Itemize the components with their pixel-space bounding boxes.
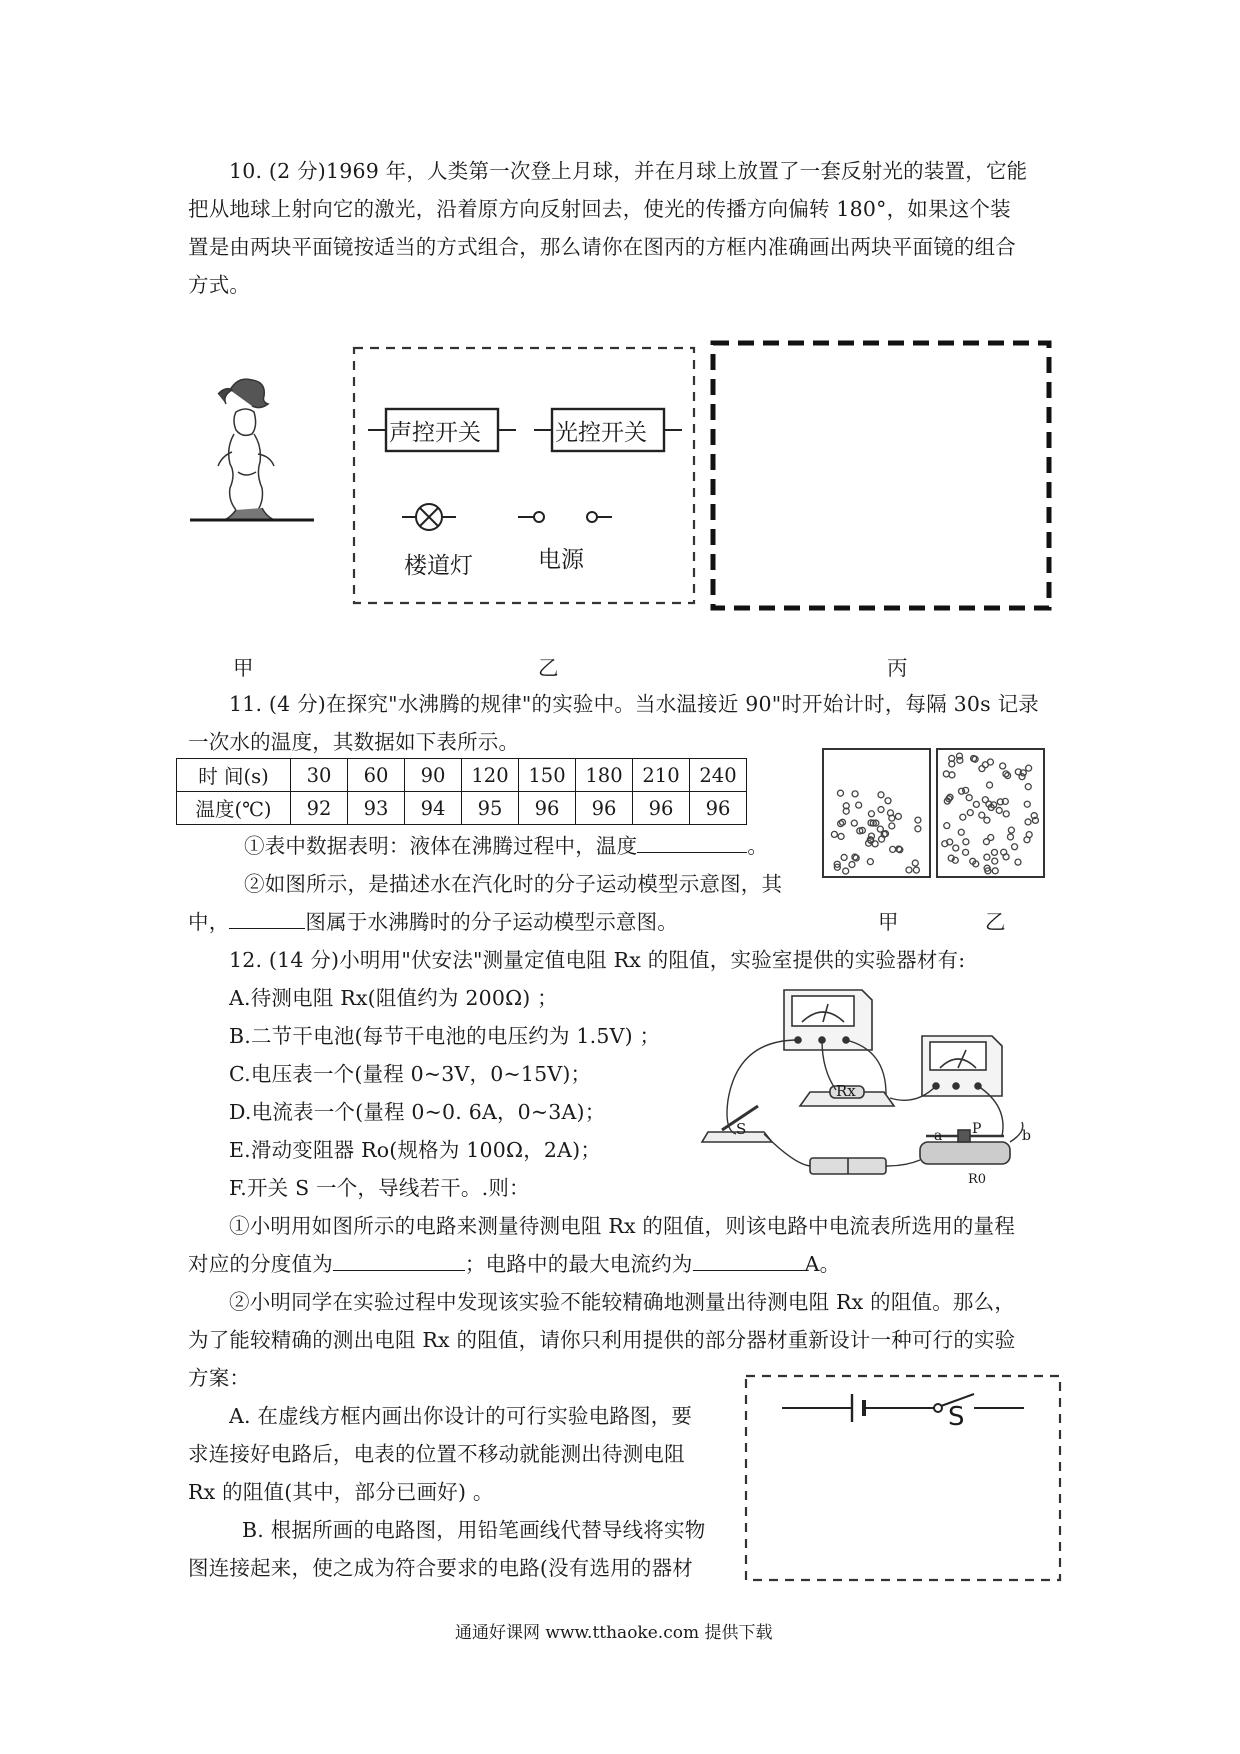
q10-line-2: 把从地球上射向它的激光，沿着原方向反射回去，使光的传播方向偏转 180°，如果这个装 xyxy=(188,197,1011,221)
table-cell: 60 xyxy=(348,759,405,792)
label-s: S xyxy=(736,1120,747,1138)
label-b: b xyxy=(1022,1128,1031,1144)
q11-item-2-line-2 xyxy=(188,904,678,941)
q12-item-b: B.二节干电池(每节干电池的电压约为 1.5V) ； xyxy=(229,1024,661,1048)
voltmeter-icon xyxy=(784,990,872,1050)
q12-partA-line-3: Rx 的阻值(其中，部分已画好) 。 xyxy=(188,1480,494,1504)
q12-q1-text-b: ；电路中的最大电流约为 xyxy=(464,1252,693,1276)
power-terminal-icon xyxy=(587,512,597,522)
q12-partA-line-1: A. 在虚线方框内画出你设计的可行实验电路图，要 xyxy=(229,1404,693,1428)
q12-item-f: F.开关 S 一个，导线若干。.则： xyxy=(229,1176,530,1200)
table-cell: 180 xyxy=(576,759,633,792)
q12-item-e: E.滑动变阻器 Ro(规格为 100Ω，2A)； xyxy=(229,1138,602,1162)
q12-q2-line-2: 为了能较精确的测出电阻 Rx 的阻值，请你只利用提供的部分器材重新设计一种可行的实验 xyxy=(188,1328,1016,1352)
q10-line-3: 置是由两块平面镜按适当的方式组合，那么请你在图丙的方框内准确画出两块平面镜的组合 xyxy=(188,235,1016,259)
label-a: a xyxy=(934,1128,943,1144)
table-cell: 30 xyxy=(291,759,348,792)
q12-partB-line-1: B. 根据所画的电路图，用铅笔画线代替导线将实物 xyxy=(242,1518,706,1542)
answer-blank[interactable] xyxy=(637,832,747,853)
q11-line-2: 一次水的温度，其数据如下表所示。 xyxy=(188,730,520,754)
person-figure xyxy=(188,372,316,532)
table-cell: 96 xyxy=(519,792,576,825)
q11-item-1-end: 。 xyxy=(747,834,769,858)
boiling-data-table xyxy=(176,758,747,825)
q12-item-a: A.待测电阻 Rx(阻值约为 200Ω) ； xyxy=(229,986,558,1010)
q11-item-2-line-1: ②如图所示，是描述水在汽化时的分子运动模型示意图，其 xyxy=(244,872,783,896)
q12-item-c: C.电压表一个(量程 0~3V，0~15V)； xyxy=(229,1062,592,1086)
table-cell: 96 xyxy=(576,792,633,825)
table-cell: 150 xyxy=(519,759,576,792)
caption-yi: 乙 xyxy=(538,656,559,680)
physical-circuit-figure xyxy=(700,982,1035,1192)
table-row xyxy=(177,792,747,825)
q12-q2-line-3: 方案： xyxy=(188,1366,251,1390)
lamp-label: 楼道灯 xyxy=(404,553,473,579)
q11-item-1-text: ①表中数据表明：液体在沸腾过程中，温度 xyxy=(244,834,638,858)
circuit-box-yi xyxy=(350,344,702,609)
q12-q1-text-a: 对应的分度值为 xyxy=(188,1252,333,1276)
power-label: 电源 xyxy=(538,547,584,573)
caption-jia: 甲 xyxy=(233,656,254,680)
table-cell: 96 xyxy=(690,792,747,825)
table-cell: 120 xyxy=(462,759,519,792)
q12-q2-line-1: ②小明同学在实验过程中发现该实验不能较精确地测量出待测电阻 Rx 的阻值。那么， xyxy=(229,1290,1016,1314)
page-footer: 通通好课网 www.tthaoke.com 提供下载 xyxy=(455,1623,773,1643)
table-cell: 95 xyxy=(462,792,519,825)
table-row xyxy=(177,759,747,792)
q11-line-1: 11. (4 分)在探究"水沸腾的规律"的实验中。当水温接近 90"时开始计时，每隔 30s 记录 xyxy=(229,692,1039,716)
table-cell: 94 xyxy=(405,792,462,825)
table-cell: 93 xyxy=(348,792,405,825)
design-switch-label: S xyxy=(948,1402,965,1432)
q12-q1-line-2 xyxy=(188,1246,840,1283)
q12-q1-line-1: ①小明用如图所示的电路来测量待测电阻 Rx 的阻值，则该电路中电流表所选用的量程 xyxy=(229,1214,1016,1238)
table-cell: 92 xyxy=(291,792,348,825)
q12-partB-line-2: 图连接起来，使之成为符合要求的电路(没有选用的器材 xyxy=(188,1556,693,1580)
q11-item-2-start: 中， xyxy=(188,910,230,934)
sound-switch-label: 声控开关 xyxy=(389,420,481,446)
q12-intro: 12. (14 分)小明用"伏安法"测量定值电阻 Rx 的阻值，实验室提供的实验器材有: xyxy=(229,948,966,972)
table-cell: 240 xyxy=(690,759,747,792)
table-cell: 96 xyxy=(633,792,690,825)
table-header-temp: 温度(℃) xyxy=(177,792,291,825)
table-cell: 210 xyxy=(633,759,690,792)
label-rx: Rx xyxy=(836,1082,856,1100)
answer-blank[interactable] xyxy=(333,1250,465,1271)
label-p: P xyxy=(972,1121,982,1137)
fig-caption-jia: 甲 xyxy=(878,910,899,934)
q11-item-1 xyxy=(244,828,768,865)
label-r0: R0 xyxy=(968,1172,987,1187)
table-header-time: 时 间(s) xyxy=(177,759,291,792)
table-cell: 90 xyxy=(405,759,462,792)
power-terminal-icon xyxy=(534,512,544,522)
q11-item-2-end: 图属于水沸腾时的分子运动模型示意图。 xyxy=(305,910,679,934)
q12-q1-text-c: A。 xyxy=(804,1252,841,1276)
caption-bing: 丙 xyxy=(887,656,908,680)
drawing-box-bing xyxy=(709,339,1055,614)
q12-item-d: D.电流表一个(量程 0~0. 6A，0~3A)； xyxy=(229,1100,606,1124)
q12-partA-line-2: 求连接好电路后，电表的位置不移动就能测出待测电阻 xyxy=(188,1442,685,1466)
q10-line-4: 方式。 xyxy=(188,273,251,297)
q10-line-1: 10. (2 分)1969 年，人类第一次登上月球，并在月球上放置了一套反射光的装置，它能 xyxy=(229,159,1028,183)
fig-caption-yi: 乙 xyxy=(985,910,1006,934)
answer-blank[interactable] xyxy=(693,1250,805,1271)
circuit-design-box[interactable] xyxy=(742,1372,1064,1584)
answer-blank[interactable] xyxy=(229,908,305,929)
light-switch-label: 光控开关 xyxy=(555,420,647,446)
molecule-model-figure xyxy=(820,746,1050,880)
battery-icon xyxy=(810,1158,886,1174)
